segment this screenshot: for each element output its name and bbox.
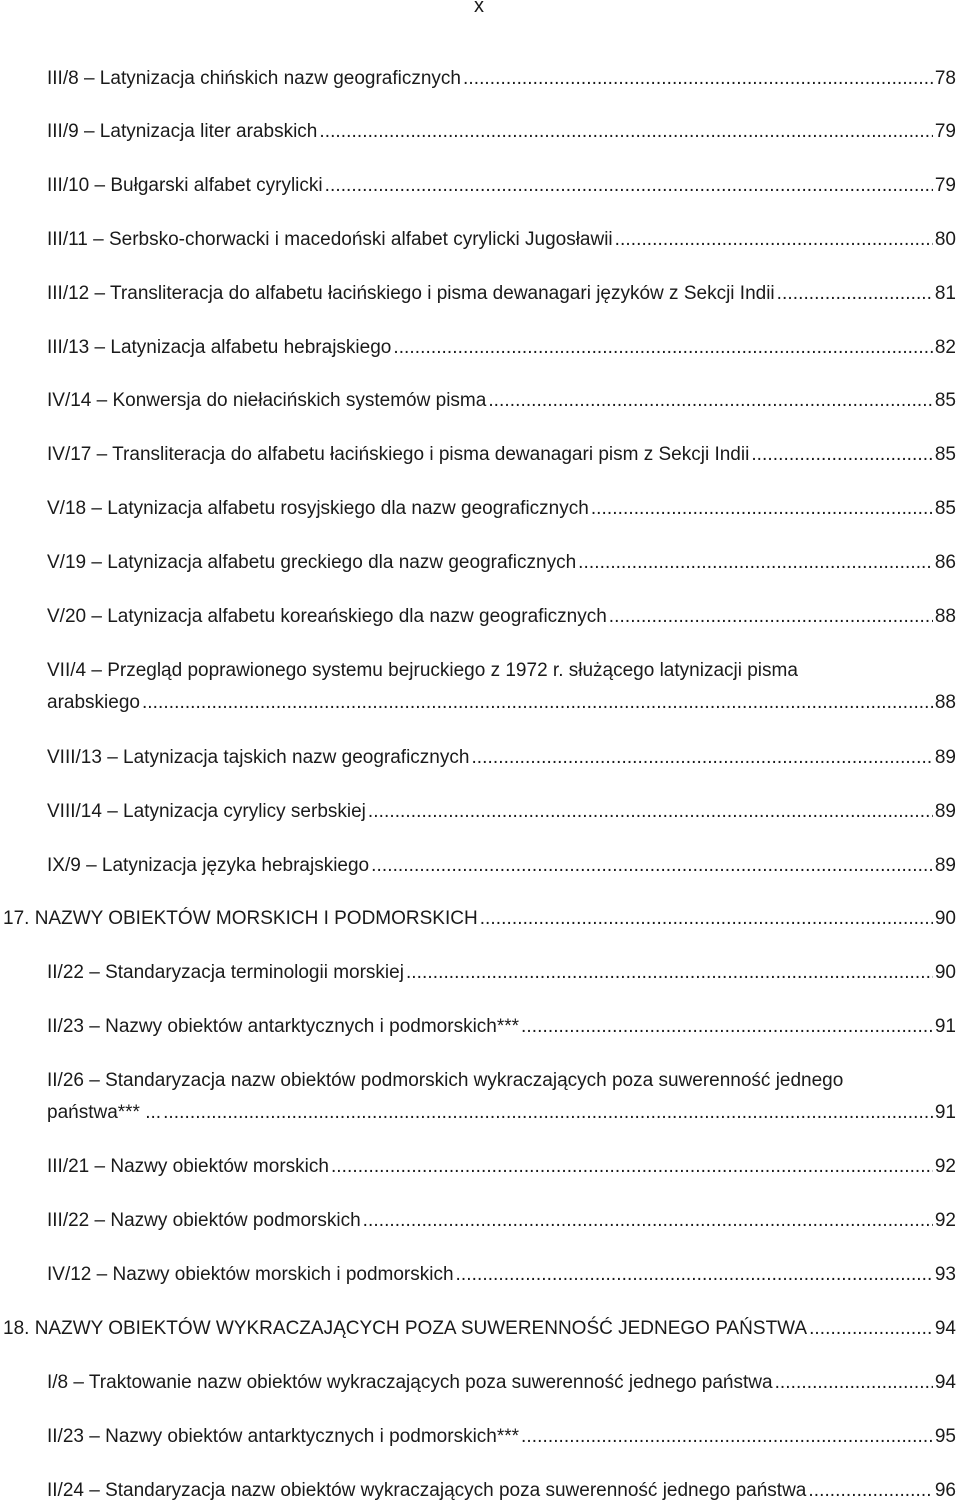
toc-entry-title: II/22 – Standaryzacja terminologii morskiej: [47, 962, 404, 983]
toc-page-number: 90: [934, 962, 956, 983]
toc-page-number: 96: [934, 1480, 956, 1501]
toc-entry-title: VIII/14 – Latynizacja cyrylicy serbskiej: [47, 801, 366, 822]
toc-dot-leader: [615, 224, 933, 256]
toc-dot-leader: [488, 385, 933, 417]
toc-dot-leader: [368, 796, 933, 828]
toc-entry[interactable]: [47, 742, 956, 774]
toc-entry[interactable]: [47, 655, 956, 719]
toc-page-number: 89: [934, 801, 956, 822]
toc-page-number: 89: [934, 855, 956, 876]
toc-dot-leader: [319, 116, 933, 148]
toc-entry-text-line1: VII/4 – Przegląd poprawionego systemu bejruckiego z 1972 r. służącego latynizacji pisma: [47, 660, 798, 681]
toc-entry-title: II/23 – Nazwy obiektów antarktycznych i podmorskich***: [47, 1016, 520, 1037]
toc-entry-title: V/20 – Latynizacja alfabetu koreańskiego dla nazw geograficznych: [47, 606, 607, 627]
toc-entry[interactable]: [47, 224, 956, 256]
toc-entry[interactable]: [47, 547, 956, 579]
toc-page-number: 91: [934, 1016, 956, 1037]
toc-entry-title: 17. NAZWY OBIEKTÓW MORSKICH I PODMORSKICH: [3, 908, 478, 929]
toc-page-number: 90: [934, 908, 956, 929]
toc-entry[interactable]: [47, 439, 956, 471]
toc-dot-leader: [751, 439, 933, 471]
toc-dot-leader: [808, 1475, 932, 1507]
toc-page-number: 89: [934, 747, 956, 768]
toc-dot-leader: [463, 63, 933, 95]
toc-dot-leader: [777, 278, 933, 310]
toc-entry[interactable]: [3, 1313, 956, 1345]
toc-entry[interactable]: [47, 278, 956, 310]
toc-entry[interactable]: [47, 1475, 956, 1507]
toc-entry[interactable]: [47, 63, 956, 95]
toc-dot-leader: [809, 1313, 933, 1345]
toc-page-number: 88: [934, 606, 956, 627]
toc-entry-title: arabskiego: [47, 692, 140, 713]
toc-page-number: 94: [934, 1372, 956, 1393]
toc-entry-title: III/9 – Latynizacja liter arabskich: [47, 121, 318, 142]
toc-entry-title: IV/17 – Transliteracja do alfabetu łacińskiego i pisma dewanagari pism z Sekcji Indii: [47, 444, 750, 465]
toc-entry-title: IX/9 – Latynizacja języka hebrajskiego: [47, 855, 370, 876]
toc-entry[interactable]: [47, 493, 956, 525]
toc-dot-leader: [371, 850, 933, 882]
toc-dot-leader: [591, 493, 933, 525]
toc-dot-leader: [406, 957, 933, 989]
toc-entry-title: III/12 – Transliteracja do alfabetu łacińskiego i pisma dewanagari języków z Sekcji Indii: [47, 283, 775, 304]
toc-page-number: 80: [934, 229, 956, 250]
toc-page-number: 94: [934, 1318, 956, 1339]
toc-entry-title: I/8 – Traktowanie nazw obiektów wykraczających poza suwerenność jednego państwa: [47, 1372, 773, 1393]
toc-entry[interactable]: [47, 1367, 956, 1399]
toc-entry[interactable]: [47, 1205, 956, 1237]
toc-dot-leader: [521, 1421, 933, 1453]
toc-dot-leader: [471, 742, 932, 774]
toc-page-number: 82: [934, 337, 956, 358]
toc-dot-leader: [363, 1205, 933, 1237]
toc-page-number: 88: [934, 692, 956, 713]
toc-entry[interactable]: [47, 1065, 956, 1129]
toc-entry-text-line1: II/26 – Standaryzacja nazw obiektów podmorskich wykraczających poza suwerenność jednego: [47, 1070, 844, 1091]
toc-entry-title: V/19 – Latynizacja alfabetu greckiego dla nazw geograficznych: [47, 552, 577, 573]
toc-page-number: 79: [934, 121, 956, 142]
toc-entry[interactable]: [47, 1011, 956, 1043]
toc-entry-title: VIII/13 – Latynizacja tajskich nazw geograficznych: [47, 747, 470, 768]
toc-entry[interactable]: [47, 385, 956, 417]
toc-entry[interactable]: [47, 1421, 956, 1453]
toc-dot-leader: [609, 601, 933, 633]
toc-page-number: 85: [934, 498, 956, 519]
toc-dot-leader: [142, 687, 933, 719]
toc-entry-title: V/18 – Latynizacja alfabetu rosyjskiego dla nazw geograficznych: [47, 498, 589, 519]
toc-dot-leader: [331, 1151, 933, 1183]
toc-dot-leader: [521, 1011, 933, 1043]
toc-entry[interactable]: [47, 850, 956, 882]
toc-entry-title: IV/12 – Nazwy obiektów morskich i podmorskich: [47, 1264, 454, 1285]
toc-dot-leader: [325, 170, 933, 202]
toc-page-number: 92: [934, 1156, 956, 1177]
toc-page-number: 92: [934, 1210, 956, 1231]
toc-dot-leader: [163, 1097, 933, 1129]
toc-page-number: 85: [934, 390, 956, 411]
toc-entry[interactable]: [47, 957, 956, 989]
toc-entry[interactable]: [3, 903, 956, 935]
toc-page-number: 95: [934, 1426, 956, 1447]
toc-entry[interactable]: [47, 601, 956, 633]
toc-dot-leader: [578, 547, 933, 579]
toc-dot-leader: [393, 332, 933, 364]
toc-entry-title: III/8 – Latynizacja chińskich nazw geograficznych: [47, 68, 461, 89]
toc-entry-title: III/21 – Nazwy obiektów morskich: [47, 1156, 329, 1177]
toc-entry[interactable]: [47, 170, 956, 202]
toc-entry-title: III/10 – Bułgarski alfabet cyrylicki: [47, 175, 323, 196]
toc-dot-leader: [775, 1367, 933, 1399]
toc-entry[interactable]: [47, 1259, 956, 1291]
toc-entry-title: III/13 – Latynizacja alfabetu hebrajskiego: [47, 337, 392, 358]
toc-entry[interactable]: [47, 332, 956, 364]
toc-entry-title: IV/14 – Konwersja do niełacińskich systemów pisma: [47, 390, 487, 411]
toc-page-number: 79: [934, 175, 956, 196]
toc-entry-title: państwa*** ...: [47, 1102, 162, 1123]
toc-entry[interactable]: [47, 1151, 956, 1183]
toc-entry-title: III/22 – Nazwy obiektów podmorskich: [47, 1210, 361, 1231]
toc-entry-title: 18. NAZWY OBIEKTÓW WYKRACZAJĄCYCH POZA SUWERENNOŚĆ JEDNEGO PAŃSTWA: [3, 1318, 808, 1339]
toc-page-number: 78: [934, 68, 956, 89]
toc-entry[interactable]: [47, 116, 956, 148]
toc-entry-title: II/23 – Nazwy obiektów antarktycznych i podmorskich***: [47, 1426, 520, 1447]
toc-entry-title: III/11 – Serbsko-chorwacki i macedoński alfabet cyrylicki Jugosławii: [47, 229, 613, 250]
toc-dot-leader: [456, 1259, 933, 1291]
page-marker: x: [474, 0, 484, 17]
toc-page-number: 81: [934, 283, 956, 304]
toc-entry-title: II/24 – Standaryzacja nazw obiektów wykraczających poza suwerenność jednego państwa: [47, 1480, 807, 1501]
toc-entry[interactable]: [47, 796, 956, 828]
toc-dot-leader: [480, 903, 933, 935]
toc-page-number: 85: [934, 444, 956, 465]
toc-page-number: 86: [934, 552, 956, 573]
toc-page-number: 93: [934, 1264, 956, 1285]
toc-page-number: 91: [934, 1102, 956, 1123]
